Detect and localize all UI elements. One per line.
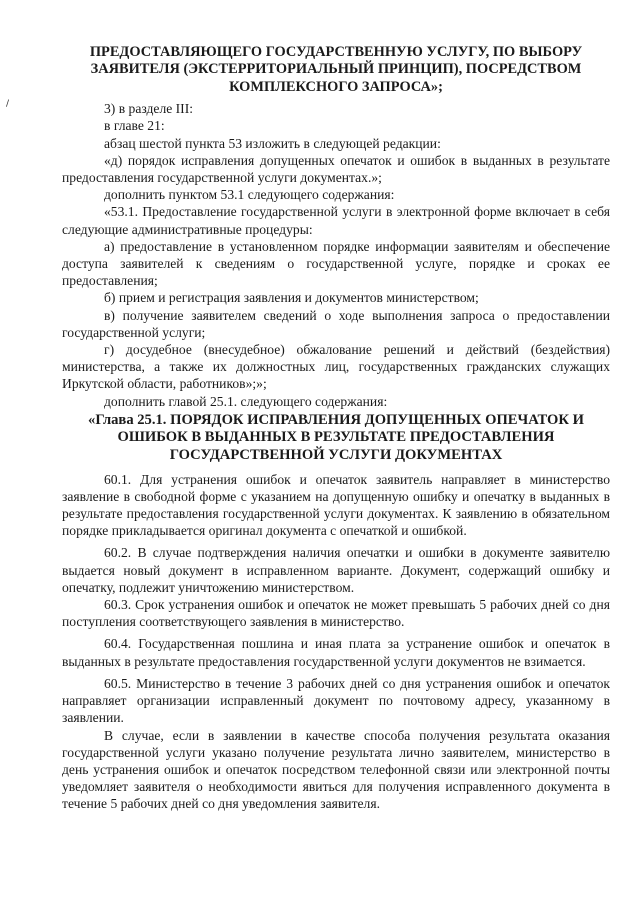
paragraph-add-chapter: дополнить главой 25.1. следующего содержания:: [104, 393, 388, 409]
paragraph-item-v: в) получение заявителем сведений о ходе выполнения запроса о предоставлении государственной услуги;: [62, 307, 610, 340]
paragraph-item-b: б) прием и регистрация заявления и документов министерством;: [104, 290, 479, 306]
paragraph-60-1: 60.1. Для устранения ошибок и опечаток заявитель направляет в министерство заявление в свободной форме с указанием на допущенную ошибку и опечатку в выданных в результате предоставления государственной услуги документах. К заявлению в обязательном порядке прикладывается оригинал документа с опечаткой и ошибкой.: [62, 471, 610, 539]
scan-mark: /: [6, 99, 10, 109]
paragraph-item-a: а) предоставление в установленном порядке информации заявителям и обеспечение доступа заявителей к сведениям о государственной услуге, порядке и сроках ее предоставления;: [62, 238, 610, 289]
paragraph-item-d: «д) порядок исправления допущенных опечаток и ошибок в выданных в результате предоставления государственной услуги документах.»;: [62, 152, 610, 186]
paragraph-item-g: г) досудебное (внесудебное) обжалование решений и действий (бездействия) министерства, а также их должностных лиц, государственных гражданских служащих Иркутской области, работников»;»;: [62, 342, 610, 392]
section-heading: ПРЕДОСТАВЛЯЮЩЕГО ГОСУДАРСТВЕННУЮ УСЛУГУ, ПО ВЫБОРУ ЗАЯВИТЕЛЯ (ЭКСТЕРРИТОРИАЛЬНЫЙ ПРИНЦИП), ПОСРЕДСТВОМ КОМПЛЕКСНОГО ЗАПРОСА»;: [89, 44, 583, 95]
paragraph-section-ref: 3) в разделе III:: [104, 101, 194, 117]
paragraph-60-5: 60.5. Министерство в течение 3 рабочих дней со дня устранения ошибок и опечаток направляет организации исправленный документ по почтовому адресу, указанному в заявлении.: [62, 675, 610, 726]
paragraph-60-3: 60.3. Срок устранения ошибок и опечаток не может превышать 5 рабочих дней со дня поступления соответствующего заявления в министерство.: [62, 597, 610, 630]
paragraph-notification: В случае, если в заявлении в качестве способа получения результата оказания государственной услуги указано получение результата лично заявителем, министерство в день устранения ошибок и опечаток посредством телефонной связи или электронной почты уведомляет заявителя о необходимости явиться для получения исправленного документа в течение 5 рабочих дней со дня уведомления заявителя.: [62, 727, 610, 812]
paragraph-60-2: 60.2. В случае подтверждения наличия опечатки и ошибки в документе заявителю выдается новый документ в исправленном варианте. Документ, содержащий ошибку и опечатку, подлежит уничтожению министерством.: [62, 545, 610, 595]
paragraph-chapter-ref: в главе 21:: [104, 118, 165, 134]
paragraph-60-4: 60.4. Государственная пошлина и иная плата за устранение ошибок и опечаток в выданных в результате предоставления государственной услуги документов не взимается.: [62, 636, 610, 669]
paragraph-amend-53: абзац шестой пункта 53 изложить в следующей редакции:: [104, 135, 441, 151]
paragraph-add-53-1: дополнить пунктом 53.1 следующего содержания:: [104, 187, 395, 203]
chapter-heading: «Глава 25.1. ПОРЯДОК ИСПРАВЛЕНИЯ ДОПУЩЕННЫХ ОПЕЧАТОК И ОШИБОК В ВЫДАННЫХ В РЕЗУЛЬТАТЕ ПРЕДОСТАВЛЕНИЯ ГОСУДАРСТВЕННОЙ УСЛУГИ ДОКУМЕНТАХ: [88, 411, 584, 464]
paragraph-53-1: «53.1. Предоставление государственной услуги в электронной форме включает в себя следующие административные процедуры:: [62, 204, 610, 237]
